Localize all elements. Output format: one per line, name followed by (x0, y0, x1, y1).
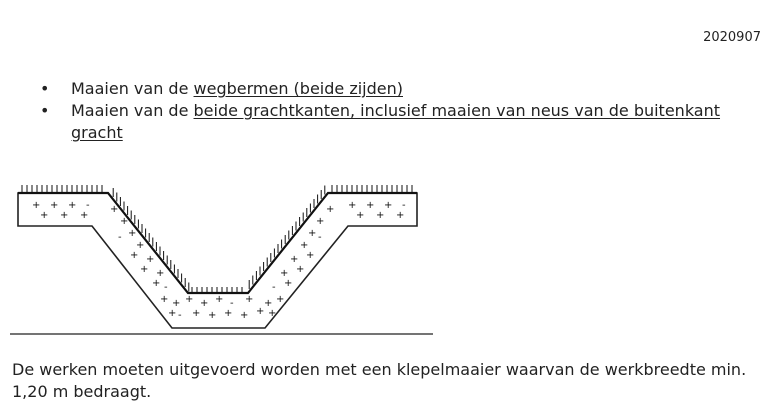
soil-mark: + (384, 200, 393, 211)
soil-mark: + (185, 294, 194, 305)
document-code: 2020907 (703, 30, 761, 45)
soil-mark: + (366, 200, 375, 211)
soil-mark: - (118, 232, 122, 243)
soil-mark: + (224, 308, 233, 319)
soil-mark: - (86, 200, 90, 211)
soil-fill-symbols (32, 200, 406, 321)
soil-mark: + (136, 240, 145, 251)
soil-mark: + (284, 278, 293, 289)
soil-mark: + (40, 210, 49, 221)
soil-mark: + (156, 268, 165, 279)
soil-mark: + (396, 210, 405, 221)
ditch-cross-section-diagram (10, 178, 440, 338)
bullet-item (40, 100, 740, 144)
soil-mark: + (348, 200, 357, 211)
bullet-list (40, 78, 740, 144)
bullet-prefix: Maaien van de (71, 79, 194, 98)
soil-mark: + (240, 310, 249, 321)
soil-mark: + (50, 200, 59, 211)
soil-mark: + (32, 200, 41, 211)
bullet-underlined-text: beide grachtkanten, inclusief maaien van neus van de buitenkant gracht (71, 101, 721, 142)
soil-mark: + (290, 254, 299, 265)
soil-mark: + (296, 264, 305, 275)
soil-mark: + (308, 228, 317, 239)
soil-mark: + (140, 264, 149, 275)
soil-mark: + (264, 298, 273, 309)
soil-mark: - (272, 282, 276, 293)
soil-mark: - (230, 298, 234, 309)
soil-mark: + (256, 306, 265, 317)
soil-mark: + (268, 308, 277, 319)
soil-mark: + (168, 308, 177, 319)
soil-mark: + (300, 240, 309, 251)
soil-mark: + (172, 298, 181, 309)
soil-mark: + (376, 210, 385, 221)
soil-mark: + (192, 308, 201, 319)
soil-mark: - (402, 200, 406, 211)
bullet-underlined-text: wegbermen (beide zijden) (193, 79, 403, 98)
soil-mark: + (208, 310, 217, 321)
soil-mark: + (276, 294, 285, 305)
soil-mark: + (130, 250, 139, 261)
soil-mark: + (80, 210, 89, 221)
soil-mark: - (164, 282, 168, 293)
soil-mark: + (280, 268, 289, 279)
soil-mark: + (160, 294, 169, 305)
soil-mark: + (146, 254, 155, 265)
soil-mark: - (178, 310, 182, 321)
soil-mark: + (215, 294, 224, 305)
soil-mark: + (120, 216, 129, 227)
soil-mark: + (128, 228, 137, 239)
soil-mark: - (318, 232, 322, 243)
soil-mark: + (110, 204, 119, 215)
soil-mark: + (200, 298, 209, 309)
soil-mark: + (245, 294, 254, 305)
soil-mark: + (316, 216, 325, 227)
soil-mark: + (356, 210, 365, 221)
soil-mark: + (306, 250, 315, 261)
footer-paragraph: De werken moeten uitgevoerd worden met een klepelmaaier waarvan de werkbreedte min. 1,20 m bedraagt. (12, 360, 747, 401)
soil-mark: + (68, 200, 77, 211)
soil-mark: + (326, 204, 335, 215)
bullet-item (40, 78, 740, 100)
bullet-prefix: Maaien van de (71, 101, 194, 120)
soil-mark: + (152, 278, 161, 289)
soil-mark: + (60, 210, 69, 221)
ditch-surface-line (18, 193, 417, 293)
